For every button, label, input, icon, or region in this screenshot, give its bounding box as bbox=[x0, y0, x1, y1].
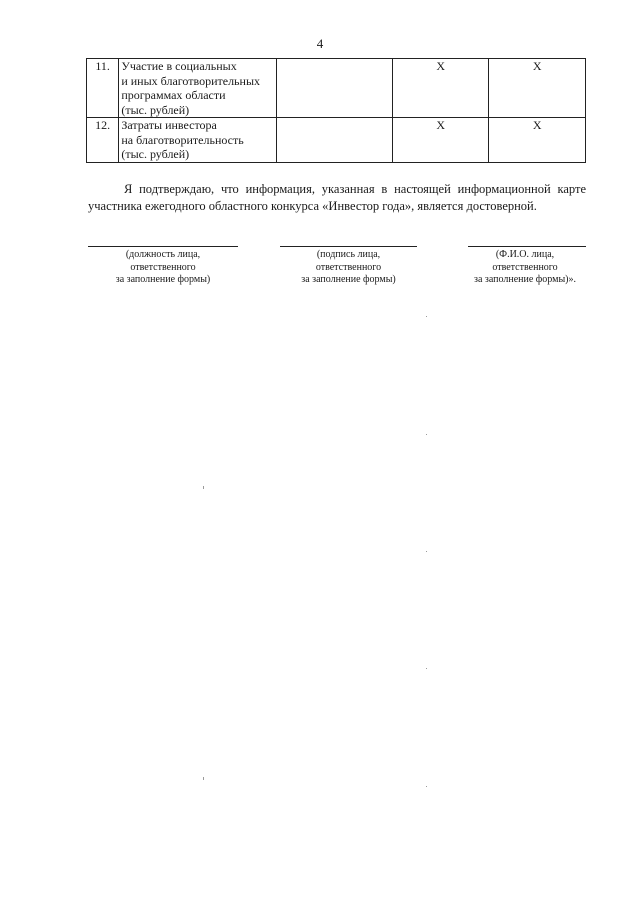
row-mark-cell: X bbox=[392, 59, 489, 118]
scan-speck bbox=[426, 668, 427, 669]
position-signature-line bbox=[88, 246, 238, 247]
table-row bbox=[87, 118, 586, 163]
row-number-cell: 11. bbox=[87, 59, 119, 118]
scan-speck bbox=[426, 434, 427, 435]
scan-speck bbox=[203, 777, 204, 780]
table-row bbox=[87, 59, 586, 118]
full-name-caption: (Ф.И.О. лица, ответственного за заполнение формы)». bbox=[474, 249, 576, 285]
full-name-signature-line bbox=[468, 246, 586, 247]
row-value-cell bbox=[276, 59, 392, 118]
confirmation-statement: Я подтверждаю, что информация, указанная в настоящей информационной карте участника ежегодного областного конкурса «Инвестор года», является достоверной. bbox=[88, 182, 586, 213]
scan-speck bbox=[203, 486, 204, 489]
indicators-table bbox=[86, 58, 586, 163]
scan-speck bbox=[426, 786, 427, 787]
position-caption: (должность лица, ответственного за заполнение формы) bbox=[115, 249, 211, 285]
scan-speck bbox=[426, 316, 427, 317]
page-number: 4 bbox=[316, 36, 324, 51]
row-number-cell: 12. bbox=[87, 118, 119, 163]
signature-line bbox=[280, 246, 417, 247]
row-value-cell bbox=[276, 118, 392, 163]
row-mark-cell: X bbox=[489, 59, 586, 118]
signature-caption: (подпись лица, ответственного за заполнение формы) bbox=[301, 249, 396, 285]
row-mark-cell: X bbox=[489, 118, 586, 163]
scan-speck bbox=[426, 551, 427, 552]
row-mark-cell: X bbox=[392, 118, 489, 163]
row-label-cell: Участие в социальных и иных благотворительных программах области (тыс. рублей) bbox=[119, 59, 277, 118]
row-label-cell: Затраты инвестора на благотворительность (тыс. рублей) bbox=[119, 118, 277, 163]
